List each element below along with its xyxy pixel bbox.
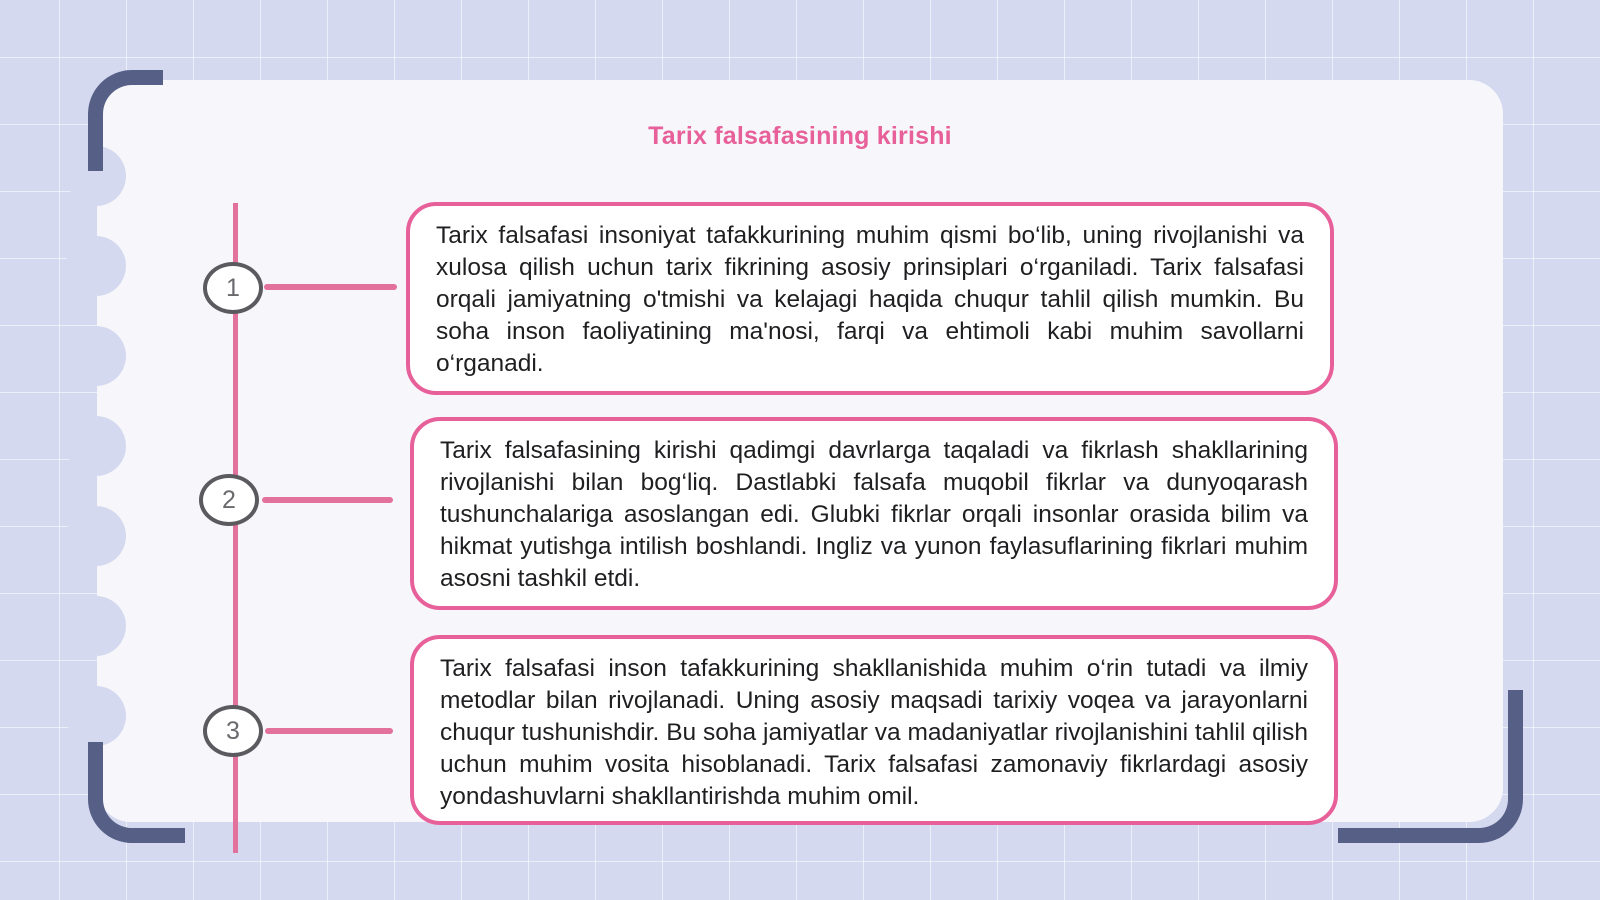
timeline-connector [262, 497, 393, 503]
page-title: Tarix falsafasining kirishi [648, 122, 952, 150]
step-number-badge: 3 [203, 705, 263, 757]
step-text-card: Tarix falsafasi insoniyat tafakkurining muhim qismi bo‘lib, uning rivojlanishi va xulosa qilish uchun tarix fikrining asosiy prinsiplari o‘rganiladi. Tarix falsafasi orqali jamiyatning o'tmishi va kelajagi haqida chuqur tahlil qilish mumkin. Bu soha inson faoliyatining ma'nosi, farqi va ehtimoli kabi muhim savollarni o‘rganadi. [406, 202, 1334, 395]
scallop-decoration [66, 506, 126, 566]
scallop-decoration [66, 686, 126, 746]
step-text-card: Tarix falsafasining kirishi qadimgi davrlarga taqaladi va fikrlash shakllarining rivojlanishi bilan bog‘liq. Dastlabki falsafa muqobil fikrlar va dunyoqarash tushunchalariga asoslangan edi. Glubki fikrlar orqali insonlar orasida bilim va hikmat yutishga intilish boshlandi. Ingliz va yunon faylasuflarining fikrlari muhim asosni tashkil etdi. [410, 417, 1338, 610]
scallop-decoration [66, 236, 126, 296]
scallop-decoration [66, 326, 126, 386]
corner-bracket-top-left [88, 70, 163, 171]
step-number-badge: 1 [203, 262, 263, 314]
corner-bracket-bottom-left [88, 742, 185, 843]
timeline-connector [264, 284, 397, 290]
step-text-card: Tarix falsafasi inson tafakkurining shakllanishida muhim o‘rin tutadi va ilmiy metodlar bilan rivojlanadi. Uning asosiy maqsadi tarixiy voqea va jarayonlarni chuqur tushunishdir. Bu soha jamiyatlar va madaniyatlar rivojlanishini tahlil qilish uchun muhim vosita hisoblanadi. Tarix falsafasi zamonaviy fikrlardagi asosiy yondashuvlarni shakllantirishda muhim omil. [410, 635, 1338, 825]
scallop-decoration [66, 596, 126, 656]
corner-bracket-bottom-right [1338, 690, 1523, 843]
timeline-connector [265, 728, 393, 734]
scallop-decoration [66, 416, 126, 476]
step-number-badge: 2 [199, 474, 259, 526]
